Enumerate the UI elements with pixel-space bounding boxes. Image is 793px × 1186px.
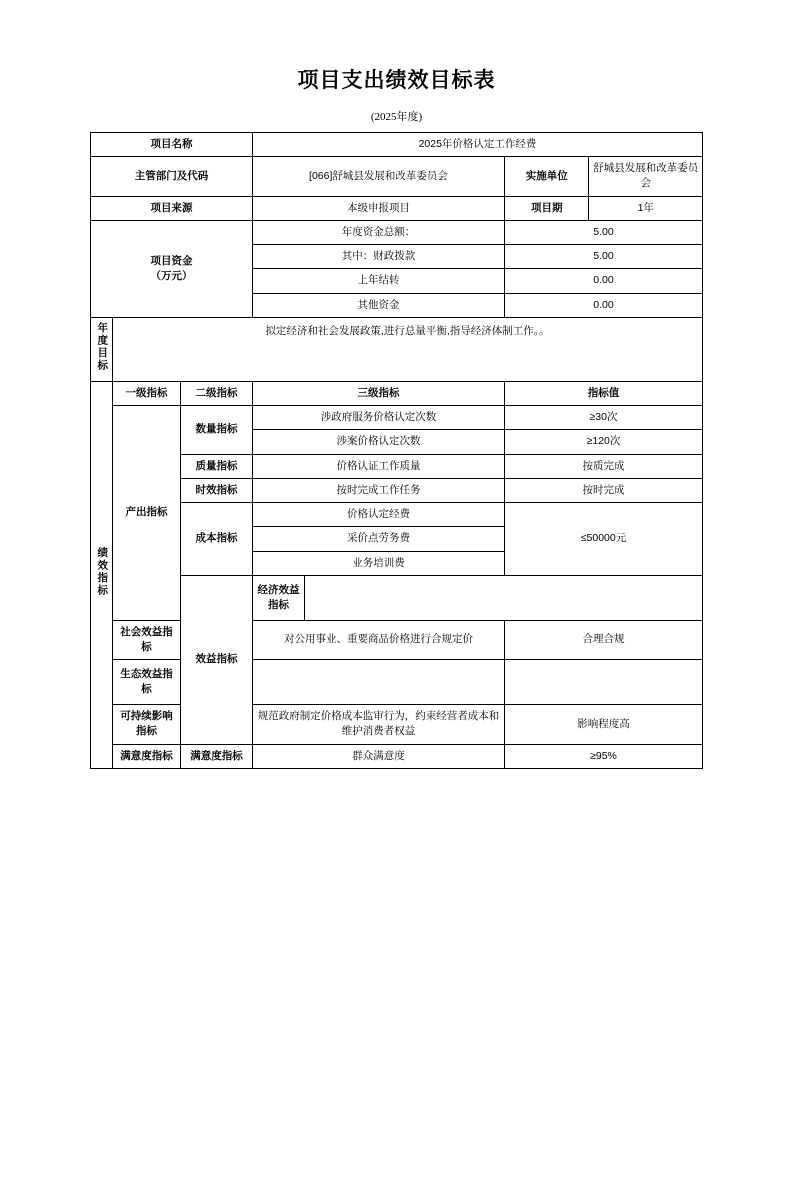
perf-level2-quantity: 数量指标: [180, 406, 252, 454]
funds-row-name: 其中：财政拨款: [252, 245, 504, 269]
perf-level2-timeliness: 时效指标: [180, 478, 252, 502]
perf-level3: 业务培训费: [252, 551, 504, 575]
perf-header-value: 指标值: [504, 381, 702, 405]
perf-value: ≥120次: [504, 430, 702, 454]
perf-level2-satisfaction: 满意度指标: [180, 744, 252, 768]
source-value: 本级申报项目: [252, 196, 504, 220]
perf-value: 按时完成: [504, 478, 702, 502]
page-title: 项目支出绩效目标表: [297, 68, 496, 92]
funds-row-value: 5.00: [504, 220, 702, 244]
perf-value: ≤50000元: [504, 503, 702, 576]
funds-label: [90, 220, 252, 317]
perf-value: ≥95%: [504, 744, 702, 768]
perf-level3: 涉政府服务价格认定次数: [252, 406, 504, 430]
perf-level2-cost: 成本指标: [180, 503, 252, 576]
annual-goal-label: 年度目标: [90, 317, 112, 381]
perf-header-level2: 二级指标: [180, 381, 252, 405]
perf-value: 影响程度高: [504, 705, 702, 744]
perf-level2-sustainable: 可持续影响指标: [112, 705, 180, 744]
perf-level2-quality: 质量指标: [180, 454, 252, 478]
perf-level3: [304, 575, 702, 620]
perf-level3: 涉案价格认定次数: [252, 430, 504, 454]
funds-row-name: 其他资金: [252, 293, 504, 317]
table-row-benefit-economic: [90, 575, 702, 620]
perf-level3: 群众满意度: [252, 744, 504, 768]
performance-target-table: [90, 132, 703, 769]
table-row-satisfaction: [90, 744, 702, 768]
table-row-annual-goal: [90, 317, 702, 381]
funds-row-name: 上年结转: [252, 269, 504, 293]
table-row-department: [90, 157, 702, 196]
perf-level1-benefit: 效益指标: [180, 575, 252, 744]
source-label: 项目来源: [90, 196, 252, 220]
impl-unit-cell: [504, 157, 702, 196]
table-row-funds-total: [90, 220, 702, 244]
perf-level2-ecological: 生态效益指标: [112, 660, 180, 705]
perf-level1-satisfaction: 满意度指标: [112, 744, 180, 768]
dept-code-label: 主管部门及代码: [90, 157, 252, 196]
period-cell: [504, 196, 702, 220]
perf-value: 按质完成: [504, 454, 702, 478]
period-value: 1年: [637, 201, 654, 214]
table-row-source: [90, 196, 702, 220]
perf-level3: 采价点劳务费: [252, 527, 504, 551]
perf-level3: [252, 660, 504, 705]
perf-header-level1: 一级指标: [112, 381, 180, 405]
impl-unit-label: 实施单位: [505, 157, 589, 195]
funds-label-line2: （万元）: [150, 269, 193, 282]
funds-row-value: 0.00: [504, 293, 702, 317]
annual-goal-text: 拟定经济和社会发展政策,进行总量平衡,指导经济体制工作。。: [112, 317, 702, 381]
dept-code-value: [066]舒城县发展和改革委员会: [252, 157, 504, 196]
perf-level3: 按时完成工作任务: [252, 478, 504, 502]
perf-level3: 价格认证工作质量: [252, 454, 504, 478]
perf-header-level3: 三级指标: [252, 381, 504, 405]
project-name-label: 项目名称: [90, 133, 252, 157]
perf-level2-social: 社会效益指标: [112, 620, 180, 659]
perf-side-label: 绩效指标: [90, 381, 112, 768]
document-page: [0, 64, 793, 1186]
table-row-perf-header: [90, 381, 702, 405]
period-label: 项目期: [505, 197, 589, 220]
funds-label-line1: 项目资金: [150, 254, 193, 267]
table-row-output-timeliness: [90, 478, 702, 502]
perf-value: [504, 660, 702, 705]
page-subtitle: (2025年度): [370, 111, 423, 123]
perf-value: ≥30次: [504, 406, 702, 430]
project-name-value: 2025年价格认定工作经费: [252, 133, 702, 157]
perf-level1-output: 产出指标: [112, 406, 180, 621]
table-row-project-name: [90, 133, 702, 157]
table-row-output-qty-1: [90, 406, 702, 430]
perf-level2-economic: 经济效益指标: [252, 575, 304, 620]
impl-unit-value: 舒城县发展和改革委员会: [593, 162, 699, 190]
funds-row-value: 0.00: [504, 269, 702, 293]
perf-level3: 对公用事业、重要商品价格进行合规定价: [252, 620, 504, 659]
funds-row-value: 5.00: [504, 245, 702, 269]
perf-value: 合理合规: [504, 620, 702, 659]
perf-level3: 规范政府制定价格成本监审行为，约束经营者成本和维护消费者权益: [252, 705, 504, 744]
table-row-output-cost-1: [90, 503, 702, 527]
table-row-output-quality: [90, 454, 702, 478]
funds-row-name: 年度资金总额：: [252, 220, 504, 244]
perf-level3: 价格认定经费: [252, 503, 504, 527]
